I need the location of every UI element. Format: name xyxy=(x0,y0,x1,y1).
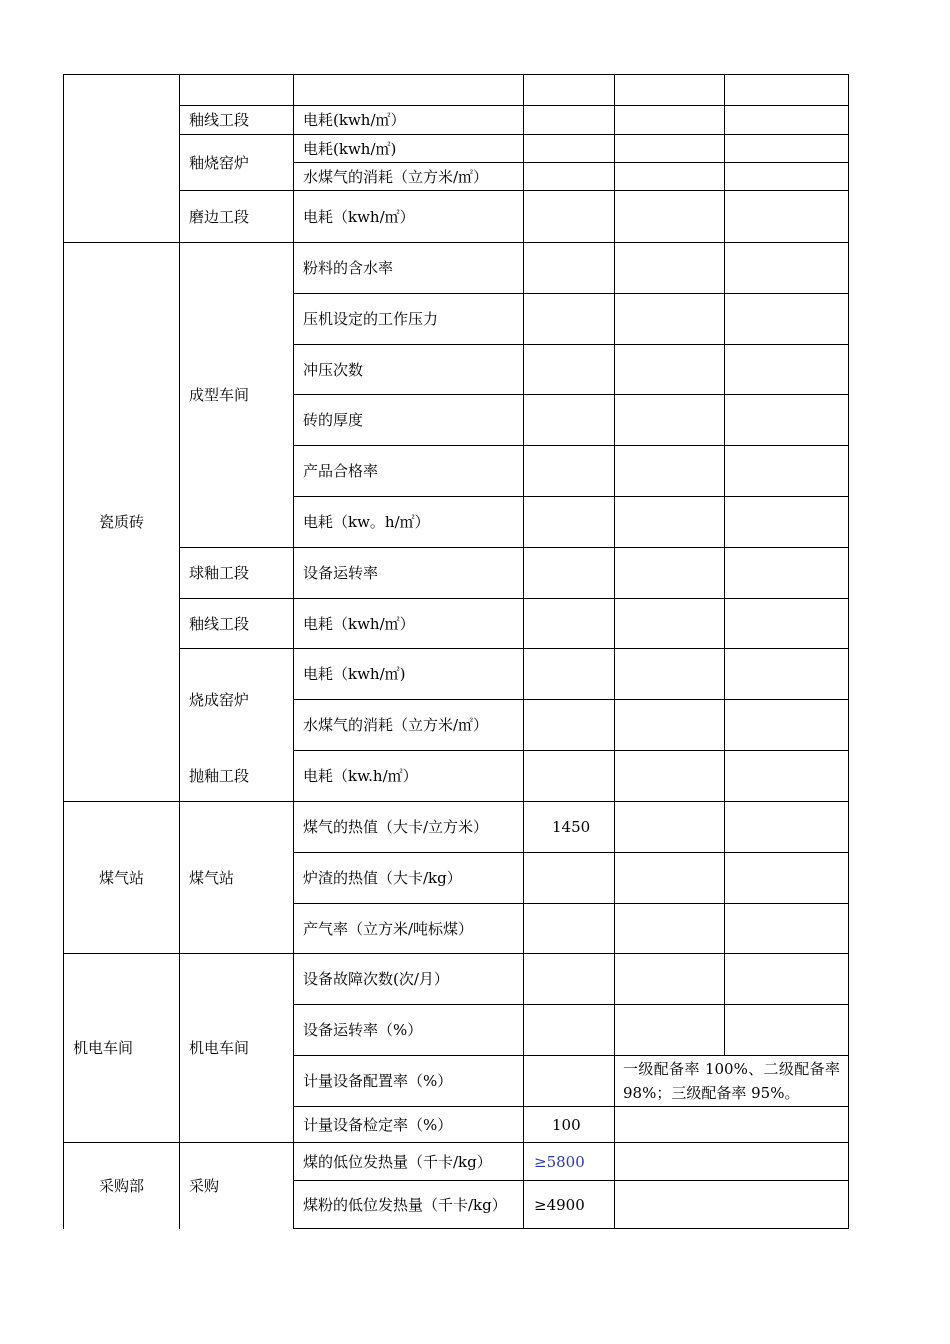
dept-cell: 采购部 xyxy=(64,1143,180,1229)
extra-cell xyxy=(725,802,849,853)
table-row xyxy=(64,75,849,106)
value-cell xyxy=(524,1005,615,1056)
value-cell xyxy=(524,548,615,599)
extra-cell xyxy=(615,1005,725,1056)
extra-cell xyxy=(615,1181,849,1229)
extra-cell xyxy=(615,649,725,700)
extra-cell xyxy=(725,106,849,135)
extra-cell xyxy=(615,395,725,446)
extra-cell xyxy=(725,599,849,649)
value-cell: 1450 xyxy=(524,802,615,853)
extra-cell xyxy=(615,191,725,243)
extra-cell xyxy=(725,75,849,106)
extra-cell xyxy=(725,135,849,163)
extra-cell xyxy=(725,1005,849,1056)
indicator-cell: 产气率（立方米/吨标煤） xyxy=(294,904,524,954)
value-cell xyxy=(524,446,615,497)
value-cell: ≥4900 xyxy=(524,1181,615,1229)
indicator-cell: 设备运转率（%） xyxy=(294,1005,524,1056)
extra-cell xyxy=(725,548,849,599)
indicator-cell: 水煤气的消耗（立方米/㎡） xyxy=(294,700,524,751)
value-cell xyxy=(524,294,615,345)
value-cell xyxy=(524,1056,615,1107)
indicator-cell: 煤的低位发热量（千卡/kg） xyxy=(294,1143,524,1181)
dept-cell: 煤气站 xyxy=(64,802,180,954)
extra-cell xyxy=(615,700,725,751)
indicator-cell: 压机设定的工作压力 xyxy=(294,294,524,345)
table-row xyxy=(64,243,849,294)
extra-cell xyxy=(725,649,849,700)
indicator-cell: 计量设备配置率（%） xyxy=(294,1056,524,1107)
indicator-cell: 粉料的含水率 xyxy=(294,243,524,294)
extra-cell xyxy=(725,294,849,345)
extra-cell xyxy=(615,446,725,497)
workshop-cell-group xyxy=(180,649,294,802)
value-cell xyxy=(524,75,615,106)
workshop-cell: 煤气站 xyxy=(180,802,294,954)
workshop-cell: 釉线工段 xyxy=(180,599,294,649)
extra-cell xyxy=(725,904,849,954)
note-cell: 一级配备率 100%、二级配备率 98%；三级配备率 95%。 xyxy=(615,1056,849,1107)
value-cell xyxy=(524,904,615,954)
extra-cell xyxy=(725,345,849,395)
indicator-cell: 砖的厚度 xyxy=(294,395,524,446)
extra-cell xyxy=(615,548,725,599)
extra-cell xyxy=(725,395,849,446)
extra-cell xyxy=(725,446,849,497)
value-cell xyxy=(524,954,615,1005)
extra-cell xyxy=(615,802,725,853)
extra-cell xyxy=(725,954,849,1005)
dept-cell: 机电车间 xyxy=(64,954,180,1143)
extra-cell xyxy=(725,700,849,751)
extra-cell xyxy=(615,163,725,191)
extra-cell xyxy=(615,106,725,135)
table-row xyxy=(64,599,849,649)
indicator-cell: 电耗（kw。h/㎡） xyxy=(294,497,524,548)
table-row xyxy=(64,1143,849,1181)
value-cell xyxy=(524,599,615,649)
table-row xyxy=(64,135,849,163)
extra-cell xyxy=(615,1107,849,1143)
workshop-cell: 成型车间 xyxy=(180,243,294,548)
extra-cell xyxy=(725,751,849,802)
extra-cell xyxy=(725,191,849,243)
extra-cell xyxy=(615,243,725,294)
extra-cell xyxy=(615,599,725,649)
extra-cell xyxy=(615,853,725,904)
value-cell: 100 xyxy=(524,1107,615,1143)
value-cell xyxy=(524,751,615,802)
extra-cell xyxy=(615,497,725,548)
indicator-cell: 电耗(kwh/㎡） xyxy=(294,106,524,135)
indicator-cell: 产品合格率 xyxy=(294,446,524,497)
indicator-cell: 炉渣的热值（大卡/kg） xyxy=(294,853,524,904)
energy-indicator-table xyxy=(63,74,849,1229)
table-row xyxy=(64,649,849,700)
table-row xyxy=(64,802,849,853)
value-cell: ≥5800 xyxy=(524,1143,615,1181)
extra-cell xyxy=(615,345,725,395)
extra-cell xyxy=(615,135,725,163)
workshop-cell: 釉烧窑炉 xyxy=(180,135,294,191)
workshop-cell: 采购 xyxy=(180,1143,294,1229)
indicator-cell: 冲压次数 xyxy=(294,345,524,395)
indicator-cell: 电耗(kwh/㎡) xyxy=(294,135,524,163)
value-cell xyxy=(524,163,615,191)
workshop-label: 抛釉工段 xyxy=(189,766,250,785)
value-cell xyxy=(524,106,615,135)
value-cell xyxy=(524,497,615,548)
extra-cell xyxy=(615,751,725,802)
workshop-cell: 球釉工段 xyxy=(180,548,294,599)
table-row xyxy=(64,191,849,243)
extra-cell xyxy=(725,163,849,191)
indicator-cell: 电耗（kwh/㎡) xyxy=(294,649,524,700)
indicator-cell: 煤粉的低位发热量（千卡/kg） xyxy=(294,1181,524,1229)
workshop-cell xyxy=(180,75,294,106)
extra-cell xyxy=(725,497,849,548)
indicator-cell: 电耗（kwh/㎡） xyxy=(294,191,524,243)
extra-cell xyxy=(725,853,849,904)
extra-cell xyxy=(725,243,849,294)
value-cell xyxy=(524,191,615,243)
value-cell xyxy=(524,345,615,395)
dept-cell: 瓷质砖 xyxy=(64,243,180,802)
indicator-cell: 设备运转率 xyxy=(294,548,524,599)
extra-cell xyxy=(615,1143,849,1181)
extra-cell xyxy=(615,75,725,106)
indicator-cell: 电耗（kw.h/㎡） xyxy=(294,751,524,802)
extra-cell xyxy=(615,954,725,1005)
value-cell xyxy=(524,649,615,700)
workshop-cell: 釉线工段 xyxy=(180,106,294,135)
value-cell xyxy=(524,243,615,294)
table-row xyxy=(64,106,849,135)
workshop-label: 烧成窑炉 xyxy=(189,690,250,709)
value-cell xyxy=(524,395,615,446)
indicator-cell: 水煤气的消耗（立方米/㎡） xyxy=(294,163,524,191)
dept-cell-blank xyxy=(64,75,180,243)
indicator-cell: 电耗（kwh/㎡） xyxy=(294,599,524,649)
value-cell xyxy=(524,135,615,163)
workshop-cell: 机电车间 xyxy=(180,954,294,1143)
table-row xyxy=(64,954,849,1005)
extra-cell xyxy=(615,904,725,954)
value-cell xyxy=(524,853,615,904)
workshop-cell: 磨边工段 xyxy=(180,191,294,243)
value-cell xyxy=(524,700,615,751)
extra-cell xyxy=(615,294,725,345)
indicator-cell: 煤气的热值（大卡/立方米） xyxy=(294,802,524,853)
indicator-cell xyxy=(294,75,524,106)
indicator-cell: 设备故障次数(次/月） xyxy=(294,954,524,1005)
indicator-cell: 计量设备检定率（%） xyxy=(294,1107,524,1143)
table-row xyxy=(64,548,849,599)
